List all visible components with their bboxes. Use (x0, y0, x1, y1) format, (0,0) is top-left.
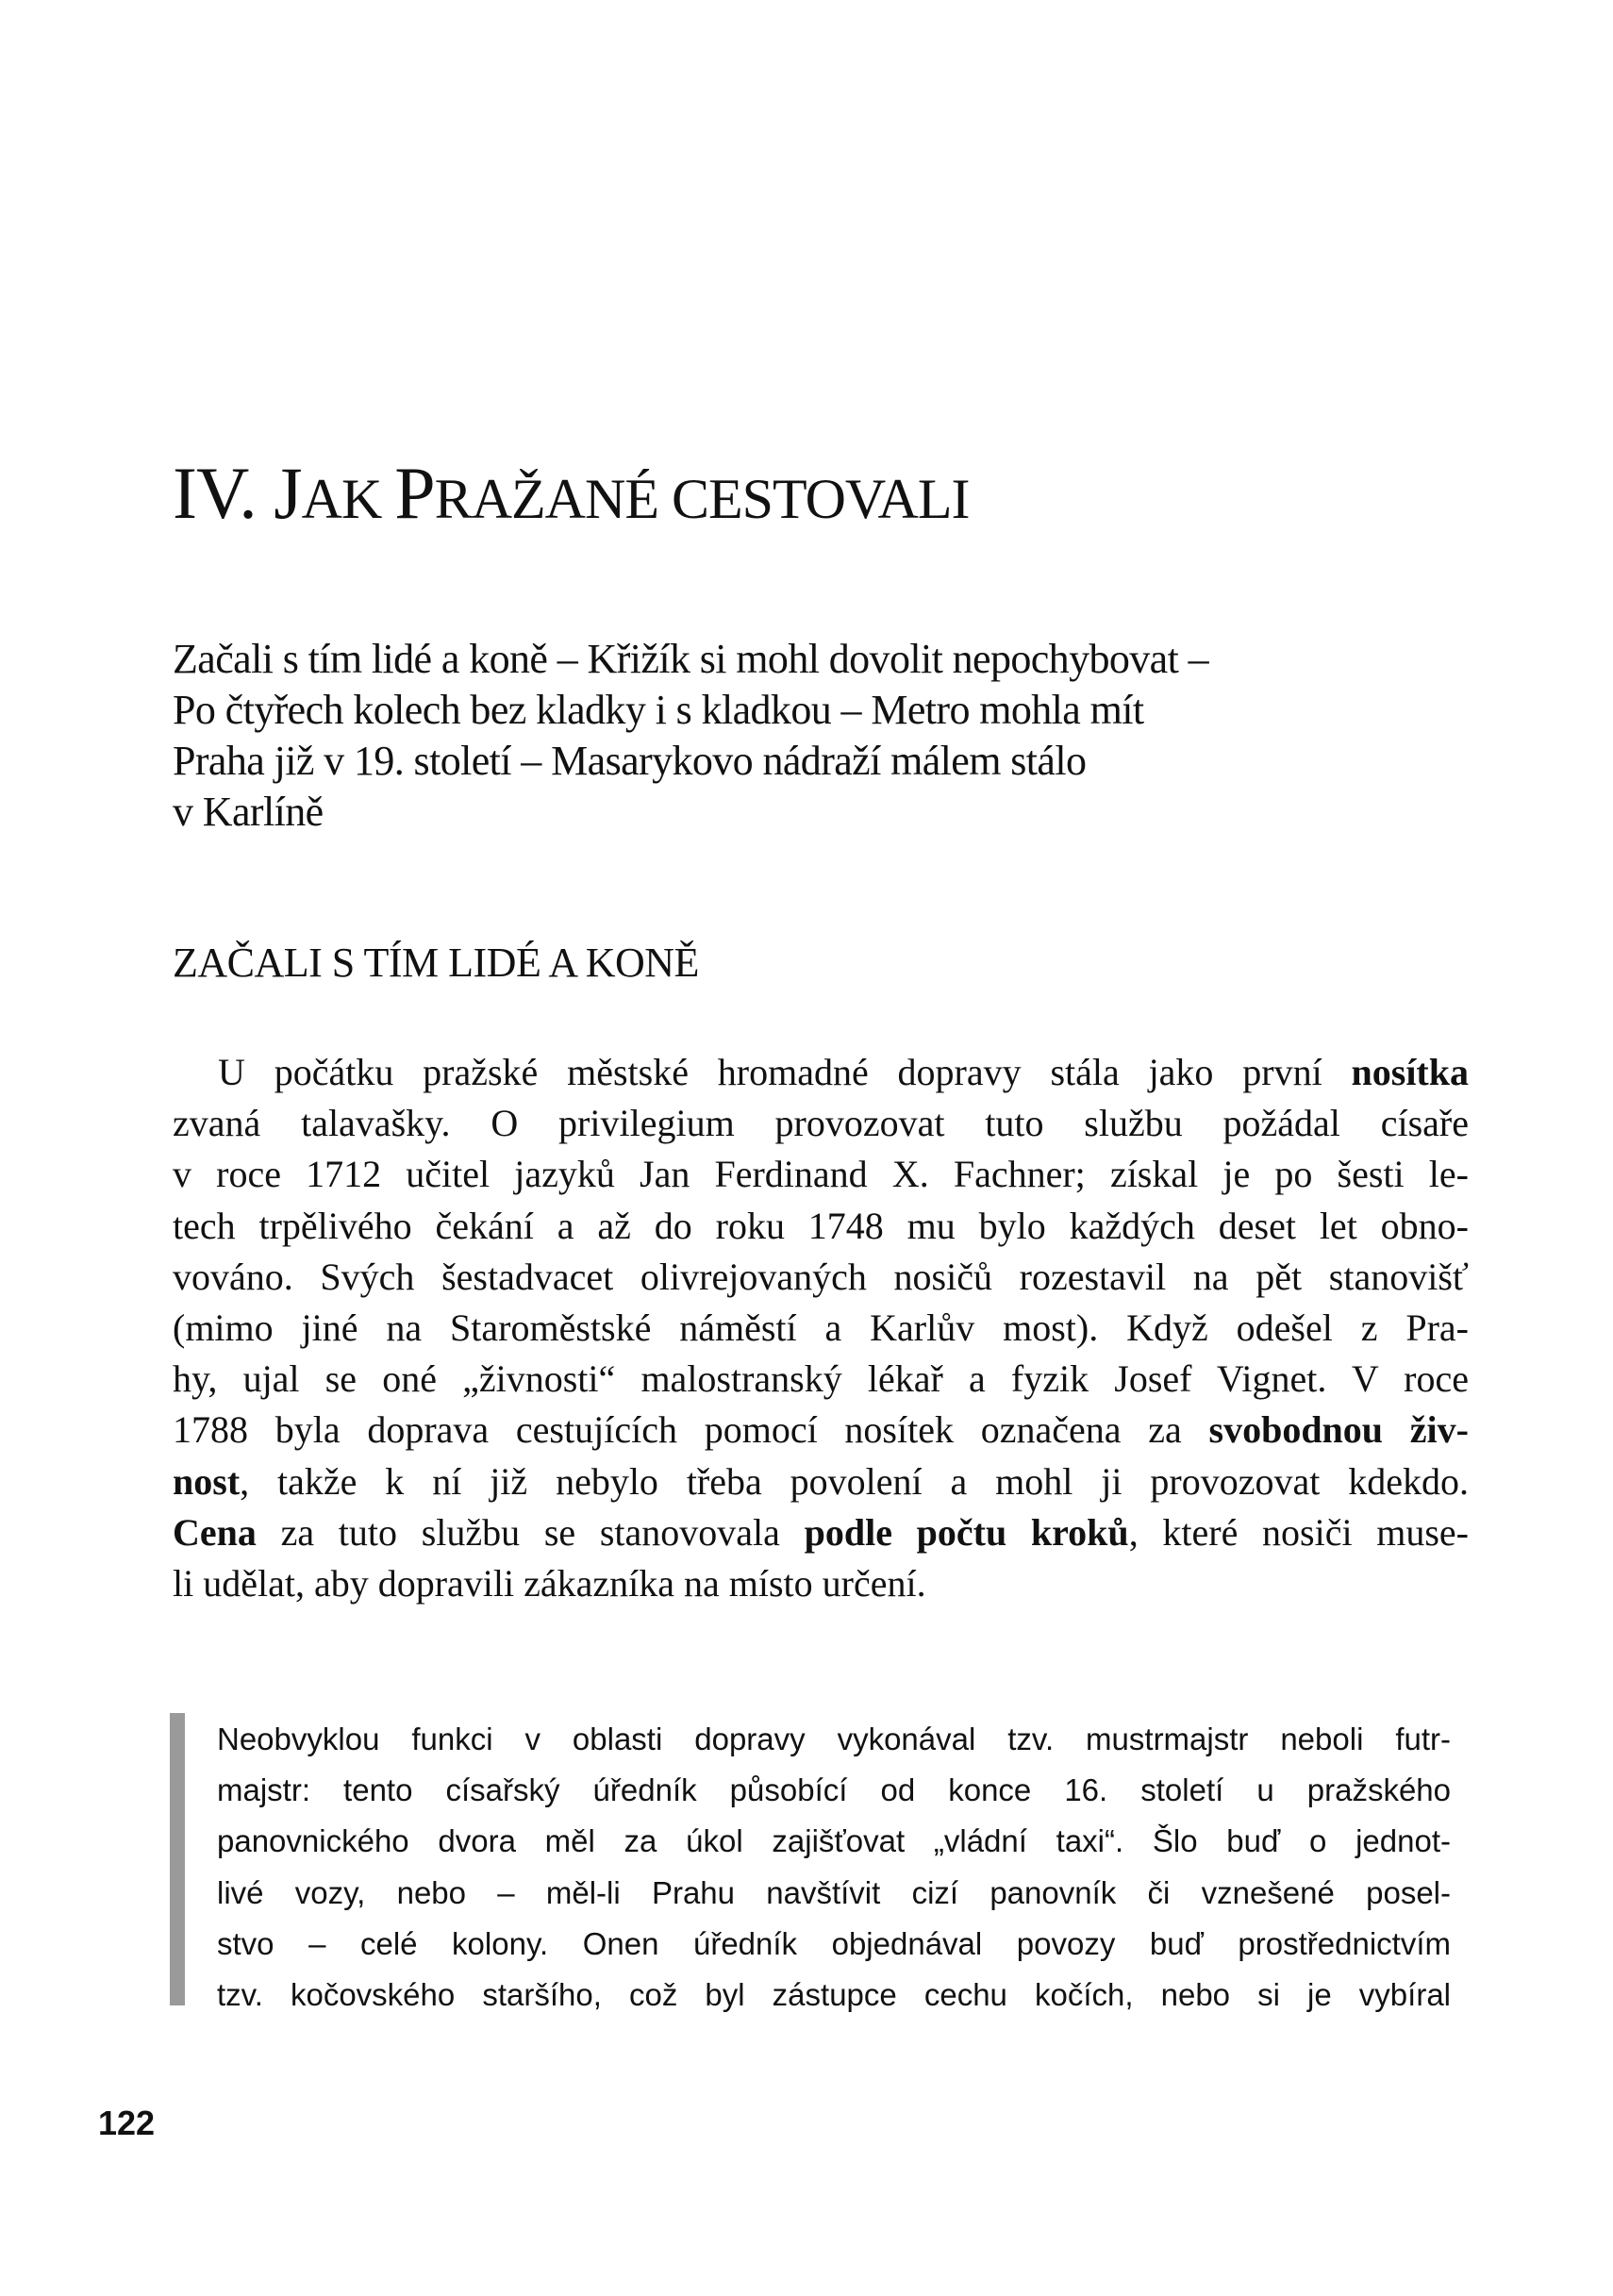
chapter-summary (173, 634, 1474, 838)
summary-line: Začali s tím lidé a koně – Křižík si mohl dovolit nepochybovat – (173, 636, 1209, 682)
text: U počátku pražské městské hromadné dopravy stála jako první (218, 1051, 1352, 1093)
body-line: hy, ujal se oné „živnosti“ malostranský lékař a fyzik Josef Vignet. V roce (173, 1357, 1469, 1401)
text: , takže k ní již nebylo třeba povolení a mohl ji provozovat kdekdo. (240, 1459, 1469, 1503)
title-part: P (394, 452, 435, 534)
bold-term: podle počtu kroků (804, 1510, 1129, 1554)
body-line (173, 1047, 1469, 1098)
title-part: RAŽANÉ CESTOVALI (434, 468, 970, 530)
text: za tuto službu se stanovovala (256, 1510, 805, 1554)
body-line (173, 1405, 1469, 1456)
title-part: J (274, 452, 302, 534)
bold-term: svobodnou živ- (1208, 1408, 1469, 1452)
section-heading: ZAČALI S TÍM LIDÉ A KONĚ (173, 940, 699, 986)
text: , které nosiči muse- (1128, 1510, 1470, 1554)
sidebar-box-text (217, 1714, 1451, 2021)
page-number: 122 (98, 2104, 156, 2142)
body-line: v roce 1712 učitel jazyků Jan Ferdinand X. Fachner; získal je po šesti le- (173, 1153, 1469, 1196)
body-line: zvaná talavašky. O privilegium provozovat tuto službu požádal císaře (173, 1102, 1469, 1145)
bold-term: Cena (173, 1510, 257, 1554)
box-line: tzv. kočovského staršího, což byl zástupce cechu kočích, nebo si je vybíral (217, 1976, 1451, 2012)
sidebar-box-bar (170, 1713, 185, 2005)
bold-term: nost (173, 1459, 241, 1503)
box-line: livé vozy, nebo – měl-li Prahu navštívit cizí panovník či vznešené posel- (217, 1874, 1451, 1910)
body-line: li udělat, aby dopravili zákazníka na místo určení. (173, 1561, 926, 1605)
chapter-title (173, 451, 969, 536)
box-line: Neobvyklou funkci v oblasti dopravy vykonával tzv. mustrmajstr neboli futr- (217, 1722, 1451, 1756)
title-part: AK (301, 468, 395, 530)
box-line: majstr: tento císařský úředník působící od konce 16. století u pražského (217, 1772, 1451, 1808)
body-line: (mimo jiné na Staroměstské náměstí a Karlův most). Když odešel z Pra- (173, 1306, 1469, 1349)
body-line: tech trpělivého čekání a až do roku 1748 mu bylo každých deset let obno- (173, 1204, 1469, 1247)
body-line (173, 1456, 1469, 1507)
body-line: vováno. Svých šestadvacet olivrejovaných nosičů rozestavil na pět stanovišť (173, 1255, 1469, 1298)
bold-term: nosítka (1351, 1051, 1469, 1093)
body-line (173, 1507, 1469, 1558)
body-paragraph (173, 1047, 1469, 1609)
box-line: panovnického dvora měl za úkol zajišťovat „vládní taxi“. Šlo buď o jednot- (217, 1823, 1451, 1859)
chapter-numeral: IV. (173, 452, 257, 534)
summary-line: Praha již v 19. století – Masarykovo nádraží málem stálo (173, 738, 1087, 784)
text: 1788 byla doprava cestujících pomocí nosítek označena za (173, 1408, 1209, 1452)
summary-line: Po čtyřech kolech bez kladky i s kladkou – Metro mohla mít (173, 687, 1144, 733)
summary-line: v Karlíně (173, 789, 324, 835)
box-line: stvo – celé kolony. Onen úředník objednával povozy buď prostřednictvím (217, 1925, 1451, 1961)
